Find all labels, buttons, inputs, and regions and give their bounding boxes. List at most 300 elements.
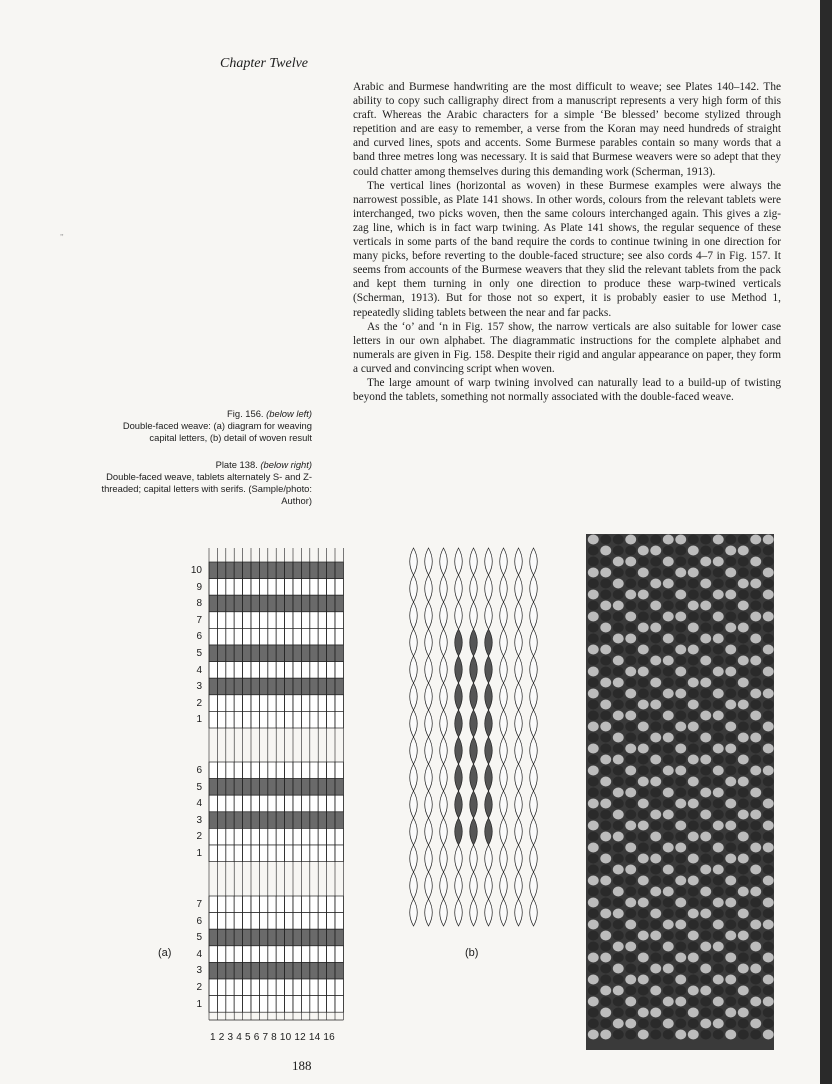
band-stitch [700, 931, 711, 941]
grid-cell [318, 579, 326, 596]
band-stitch [700, 898, 711, 908]
band-stitch [738, 557, 749, 567]
band-stitch [700, 590, 711, 600]
band-stitch [613, 557, 624, 567]
band-stitch [688, 887, 699, 897]
grid-cell [318, 896, 326, 913]
band-stitch [763, 535, 774, 545]
grid-cell [335, 612, 343, 629]
band-stitch [700, 711, 711, 721]
grid-cell [318, 645, 326, 662]
band-stitch [638, 821, 649, 831]
band-stitch [625, 986, 636, 996]
band-stitch [700, 788, 711, 798]
band-stitch [725, 788, 736, 798]
grid-cell [243, 678, 251, 695]
band-stitch [588, 590, 599, 600]
grid-cell [209, 828, 217, 845]
grid-cell [276, 946, 284, 963]
grid-cell [217, 962, 225, 979]
band-stitch [638, 876, 649, 886]
woven-stitch [410, 845, 418, 872]
woven-stitch [515, 629, 523, 656]
band-stitch [588, 997, 599, 1007]
grid-cell [310, 996, 318, 1013]
band-stitch [763, 777, 774, 787]
band-stitch [613, 744, 624, 754]
woven-stitch [425, 656, 433, 683]
band-stitch [613, 997, 624, 1007]
woven-stitch [440, 737, 448, 764]
grid-cell [285, 662, 293, 679]
grid-cell [293, 695, 301, 712]
woven-stitch [410, 548, 418, 575]
grid-cell [243, 595, 251, 612]
grid-cell [318, 595, 326, 612]
band-stitch [600, 964, 611, 974]
grid-cell [268, 946, 276, 963]
band-stitch [663, 601, 674, 611]
paragraph: The large amount of warp twining involved can naturally lead to a build-up of twisting beyond the tablets, something not normally associated with the double-faced weave. [353, 376, 781, 404]
grid-cell [327, 828, 335, 845]
band-stitch [725, 568, 736, 578]
row-number: 8 [196, 598, 202, 610]
band-stitch [738, 1019, 749, 1029]
band-stitch [675, 766, 686, 776]
band-stitch [750, 546, 761, 556]
grid-cell [285, 562, 293, 579]
band-stitch [588, 766, 599, 776]
band-stitch [675, 744, 686, 754]
band-stitch [713, 1030, 724, 1040]
grid-cell [276, 979, 284, 996]
grid-cell [276, 662, 284, 679]
band-stitch [725, 689, 736, 699]
band-stitch [625, 854, 636, 864]
grid-cell [285, 695, 293, 712]
grid-cell [259, 662, 267, 679]
band-stitch [725, 942, 736, 952]
grid-cell [243, 913, 251, 930]
band-stitch [588, 799, 599, 809]
band-stitch [688, 843, 699, 853]
grid-cell [276, 929, 284, 946]
grid-cell [335, 662, 343, 679]
band-stitch [725, 821, 736, 831]
grid-cell [226, 979, 234, 996]
band-stitch [600, 733, 611, 743]
grid-cell [335, 645, 343, 662]
grid-cell [293, 628, 301, 645]
band-stitch [650, 634, 661, 644]
band-stitch [750, 601, 761, 611]
band-stitch [663, 590, 674, 600]
band-stitch [713, 634, 724, 644]
band-stitch [650, 953, 661, 963]
band-stitch [688, 568, 699, 578]
grid-cell [217, 678, 225, 695]
grid-cell [217, 762, 225, 779]
band-stitch [650, 656, 661, 666]
grid-cell [268, 779, 276, 796]
band-stitch [625, 634, 636, 644]
paragraph: The vertical lines (horizontal as woven) in these Burmese examples were always the narrowest possible, as Plate 141 shows. In other words, colours from the relevant tablets were interchanged, two picks woven, then the same colours interchanged again. This gives a zig-zag line, which is in fact warp twining. As Plate 141 shows, the regular sequence of these verticals in some parts of the band require the cords to continue twining in one direction for many picks, before reverting to the double-faced structure; see also cords 4–7 in Fig. 157. It seems from accounts of the Burmese weavers that they slid the relevant tablets from the pack and kept them turning in only one direction to produce these warp-twined verticals (Scherman, 1913). But for those not so expert, it is probably easier to use Method 1, repeatedly sliding tablets between the near and far packs. [353, 179, 781, 319]
band-stitch [650, 975, 661, 985]
woven-stitch [470, 791, 478, 818]
grid-cell [226, 812, 234, 829]
grid-cell [217, 612, 225, 629]
band-stitch [600, 887, 611, 897]
band-stitch [688, 535, 699, 545]
grid-cell [234, 996, 242, 1013]
band-stitch [613, 810, 624, 820]
grid-cell [268, 929, 276, 946]
band-stitch [638, 898, 649, 908]
band-stitch [738, 777, 749, 787]
band-stitch [638, 568, 649, 578]
grid-cell [276, 579, 284, 596]
band-stitch [613, 832, 624, 842]
band-stitch [700, 700, 711, 710]
woven-stitch [410, 683, 418, 710]
grid-cell [327, 645, 335, 662]
woven-stitch [485, 656, 493, 683]
band-stitch [600, 986, 611, 996]
band-stitch [750, 876, 761, 886]
band-stitch [600, 920, 611, 930]
grid-cell [327, 896, 335, 913]
woven-stitch [470, 764, 478, 791]
band-stitch [638, 986, 649, 996]
band-stitch [675, 645, 686, 655]
woven-stitch [410, 764, 418, 791]
band-stitch [625, 788, 636, 798]
band-stitch [638, 678, 649, 688]
band-stitch [725, 1019, 736, 1029]
band-stitch [713, 535, 724, 545]
band-stitch [638, 832, 649, 842]
band-stitch [750, 568, 761, 578]
grid-cell [285, 628, 293, 645]
band-stitch [700, 755, 711, 765]
band-stitch [763, 810, 774, 820]
grid-cell [234, 962, 242, 979]
band-stitch [750, 953, 761, 963]
grid-cell [285, 645, 293, 662]
woven-stitch [500, 845, 508, 872]
grid-cell [276, 828, 284, 845]
grid-cell [293, 678, 301, 695]
band-stitch [763, 1019, 774, 1029]
grid-cell [268, 962, 276, 979]
band-stitch [738, 1030, 749, 1040]
row-number: 1 [196, 998, 202, 1010]
row-number: 2 [196, 697, 202, 709]
grid-cell [209, 678, 217, 695]
grid-cell [234, 828, 242, 845]
grid-cell [335, 695, 343, 712]
band-stitch [588, 1008, 599, 1018]
row-number: 4 [196, 798, 202, 810]
woven-stitch [515, 683, 523, 710]
band-stitch [588, 689, 599, 699]
grid-cell [243, 929, 251, 946]
band-stitch [700, 678, 711, 688]
band-stitch [688, 876, 699, 886]
band-stitch [738, 975, 749, 985]
band-stitch [650, 898, 661, 908]
woven-stitch [410, 791, 418, 818]
grid-cell [276, 962, 284, 979]
band-stitch [738, 656, 749, 666]
grid-cell [251, 962, 259, 979]
band-stitch [700, 1008, 711, 1018]
grid-cell [285, 845, 293, 862]
grid-cell [285, 996, 293, 1013]
band-stitch [763, 645, 774, 655]
band-stitch [700, 645, 711, 655]
band-stitch [663, 898, 674, 908]
band-stitch [650, 612, 661, 622]
grid-cell [327, 695, 335, 712]
running-head: Chapter Twelve [220, 56, 309, 71]
woven-stitch [440, 629, 448, 656]
grid-cell [310, 896, 318, 913]
paragraph: Arabic and Burmese handwriting are the most difficult to weave; see Plates 140–142. The ability to copy such calligraphy direct from a manuscript represents a very high form of this craft. Whereas the Arabic characters for a simple ‘Be blessed’ become stylized through repetition and are easy to remember, a verse from the Koran may need hundreds of straight and curved lines, spots and accents. Some Burmese parables contain so many words that a band three metres long was necessary. It is said that Burmese weavers were so adept that they could chatter among themselves during this demanding work (Scherman, 1913). [353, 81, 781, 178]
band-stitch [750, 986, 761, 996]
band-stitch [750, 942, 761, 952]
grid-cell [234, 562, 242, 579]
band-stitch [588, 854, 599, 864]
grid-cell [327, 996, 335, 1013]
band-stitch [625, 898, 636, 908]
grid-cell [293, 612, 301, 629]
band-stitch [713, 612, 724, 622]
band-stitch [700, 975, 711, 985]
band-stitch [738, 854, 749, 864]
band-stitch [613, 766, 624, 776]
woven-stitch [455, 791, 463, 818]
grid-cell [335, 779, 343, 796]
band-stitch [600, 799, 611, 809]
band-stitch [625, 546, 636, 556]
band-stitch [588, 634, 599, 644]
grid-cell [310, 962, 318, 979]
woven-stitch [425, 872, 433, 899]
grid-cell [301, 779, 309, 796]
band-stitch [663, 887, 674, 897]
band-stitch [625, 942, 636, 952]
woven-stitch [485, 845, 493, 872]
band-stitch [638, 656, 649, 666]
grid-cell [327, 662, 335, 679]
band-stitch [638, 667, 649, 677]
band-stitch [688, 678, 699, 688]
band-stitch [725, 755, 736, 765]
woven-stitch [485, 818, 493, 845]
grid-cell [285, 579, 293, 596]
grid-cell [310, 828, 318, 845]
band-stitch [688, 777, 699, 787]
band-stitch [663, 986, 674, 996]
band-stitch [613, 755, 624, 765]
grid-cell [217, 929, 225, 946]
band-stitch [700, 964, 711, 974]
band-stitch [600, 623, 611, 633]
band-stitch [750, 832, 761, 842]
grid-cell [209, 662, 217, 679]
band-stitch [713, 601, 724, 611]
grid-cell [318, 795, 326, 812]
row-number: 9 [196, 581, 202, 593]
band-stitch [700, 1019, 711, 1029]
grid-cell [310, 595, 318, 612]
grid-cell [301, 896, 309, 913]
band-stitch [763, 964, 774, 974]
band-stitch [675, 898, 686, 908]
grid-cell [318, 678, 326, 695]
band-stitch [675, 920, 686, 930]
band-stitch [638, 546, 649, 556]
grid-cell [327, 913, 335, 930]
woven-stitch [530, 764, 538, 791]
grid-cell [318, 562, 326, 579]
band-stitch [713, 678, 724, 688]
band-stitch [613, 689, 624, 699]
grid-cell [251, 996, 259, 1013]
band-stitch [675, 832, 686, 842]
band-stitch [688, 612, 699, 622]
band-stitch [688, 711, 699, 721]
band-stitch [675, 975, 686, 985]
grid-cell [310, 579, 318, 596]
band-stitch [750, 931, 761, 941]
band-stitch [725, 810, 736, 820]
band-stitch [625, 535, 636, 545]
grid-cell [251, 678, 259, 695]
band-stitch [600, 601, 611, 611]
grid-cell [243, 795, 251, 812]
woven-stitch [500, 602, 508, 629]
grid-cell [301, 845, 309, 862]
band-stitch [638, 766, 649, 776]
band-stitch [750, 623, 761, 633]
grid-cell [268, 979, 276, 996]
band-stitch [688, 898, 699, 908]
grid-cell [318, 845, 326, 862]
grid-cell [268, 795, 276, 812]
woven-stitch [440, 872, 448, 899]
woven-stitch [485, 899, 493, 926]
grid-cell [268, 562, 276, 579]
woven-stitch [470, 683, 478, 710]
row-number: 5 [196, 781, 202, 793]
band-stitch [713, 590, 724, 600]
grid-cell [226, 929, 234, 946]
woven-stitch [500, 656, 508, 683]
woven-stitch [530, 791, 538, 818]
woven-stitch [530, 548, 538, 575]
band-stitch [725, 898, 736, 908]
band-stitch [588, 755, 599, 765]
band-stitch [638, 964, 649, 974]
woven-stitch [455, 899, 463, 926]
grid-cell [335, 562, 343, 579]
woven-stitch [440, 899, 448, 926]
band-stitch [763, 546, 774, 556]
grid-cell [226, 762, 234, 779]
grid-cell [217, 628, 225, 645]
band-stitch [588, 898, 599, 908]
band-stitch [725, 634, 736, 644]
band-stitch [738, 755, 749, 765]
band-stitch [625, 579, 636, 589]
grid-cell [301, 711, 309, 728]
woven-stitch [485, 764, 493, 791]
grid-cell [335, 828, 343, 845]
woven-stitch [410, 899, 418, 926]
grid-cell [335, 929, 343, 946]
band-stitch [675, 557, 686, 567]
woven-stitch [530, 683, 538, 710]
grid-cell [259, 913, 267, 930]
grid-cell [268, 762, 276, 779]
woven-stitch [485, 737, 493, 764]
band-stitch [663, 865, 674, 875]
grid-cell [276, 711, 284, 728]
band-stitch [713, 777, 724, 787]
woven-stitch [515, 872, 523, 899]
woven-stitch [485, 548, 493, 575]
band-stitch [688, 634, 699, 644]
band-stitch [700, 997, 711, 1007]
band-stitch [638, 590, 649, 600]
band-stitch [713, 579, 724, 589]
band-stitch [713, 557, 724, 567]
band-stitch [725, 623, 736, 633]
grid-cell [310, 812, 318, 829]
band-stitch [688, 1019, 699, 1029]
grid-cell [268, 628, 276, 645]
woven-stitch [530, 818, 538, 845]
band-stitch [725, 953, 736, 963]
band-stitch [713, 876, 724, 886]
band-stitch [588, 1019, 599, 1029]
band-stitch [650, 755, 661, 765]
woven-stitch [440, 602, 448, 629]
band-stitch [588, 1030, 599, 1040]
band-stitch [600, 997, 611, 1007]
band-stitch [700, 568, 711, 578]
band-stitch [713, 645, 724, 655]
band-stitch [713, 700, 724, 710]
grid-cell [251, 828, 259, 845]
grid-cell [310, 628, 318, 645]
grid-cell [285, 795, 293, 812]
band-stitch [750, 964, 761, 974]
band-stitch [738, 744, 749, 754]
band-stitch [738, 887, 749, 897]
grid-cell [310, 711, 318, 728]
grid-cell [234, 812, 242, 829]
grid-cell [251, 645, 259, 662]
band-stitch [675, 909, 686, 919]
band-stitch [750, 1019, 761, 1029]
grid-cell [293, 962, 301, 979]
band-stitch [650, 535, 661, 545]
grid-cell [268, 678, 276, 695]
band-stitch [763, 612, 774, 622]
